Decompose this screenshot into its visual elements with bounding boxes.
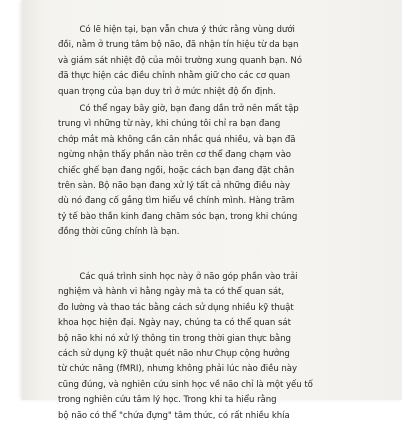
text-line: ngừng nhận thấy phần nào trên cơ thể đang chạm vào <box>58 150 292 161</box>
text-line: và giám sát nhiệt độ của môi trường xung quanh bạn. Nó <box>58 55 302 66</box>
text-line: trung vì những từ này, khi chúng tôi chỉ ra bạn đang <box>58 119 281 130</box>
text-line: trong nghiên cứu tâm lý học. Trong khi ta hiểu rằng <box>58 395 277 406</box>
paragraph-1 <box>58 23 420 100</box>
text-line: đồi, nằm ở trung tâm bộ não, đã nhận tín hiệu từ da bạn <box>58 40 299 51</box>
text-line: đã thực hiện các điều chỉnh nhằm giữ cho các cơ quan <box>58 71 291 82</box>
text-line: Các quá trình sinh học này ở não góp phần vào trải <box>58 272 298 282</box>
text-line: cũng đúng, và nghiên cứu sinh học về não chỉ là một yếu tố <box>58 379 313 390</box>
text-line: cách sử dụng kỹ thuật quét não như Chụp cộng hưởng <box>58 349 290 360</box>
text-line: đo lường và thao tác bằng cách sử dụng nhiều kỹ thuật <box>58 302 294 313</box>
text-line: Có thể ngay bây giờ, bạn đang dần trở nên mất tập <box>58 104 299 114</box>
text-line: chớp mắt mà không cần cân nhắc quá nhiều, và bạn đã <box>58 134 296 145</box>
text-line: dù nó đang cố gắng tìm hiểu về chính mình. Hàng trăm <box>58 196 295 207</box>
text-line: tỷ tế bào thần kinh đang chăm sóc bạn, trong khi chúng <box>58 211 298 222</box>
text-line: khoa học hiện đại. Ngày nay, chúng ta có thể quan sát <box>58 318 291 329</box>
text-line: trên sàn. Bộ não bạn đang xử lý tất cả những điều này <box>58 181 291 192</box>
text-line: đồng thời cũng chính là bạn. <box>58 227 180 238</box>
paragraph-3 <box>58 270 420 424</box>
text-line: bộ não có thể "chứa đựng" tâm thức, có rất nhiều khía <box>58 410 290 421</box>
text-line: quan trọng của bạn duy trì ở mức nhiệt độ ổn định. <box>58 86 276 97</box>
text-line: từ chức năng (fMRI), nhưng không phải lúc nào điều này <box>58 364 298 375</box>
text-line: chiếc ghế bạn đang ngồi, hoặc cách bạn đang đặt chân <box>58 165 295 176</box>
text-line: Có lẽ hiện tại, bạn vẫn chưa ý thức rằng vùng dưới <box>58 25 295 35</box>
text-line: bộ não khi nó xử lý thông tin trong thời gian thực bằng <box>58 333 291 344</box>
text-line: nghiệm và hành vi hằng ngày mà ta có thể quan sát, <box>58 287 285 298</box>
book-page <box>22 0 402 421</box>
paragraph-2 <box>58 102 420 241</box>
